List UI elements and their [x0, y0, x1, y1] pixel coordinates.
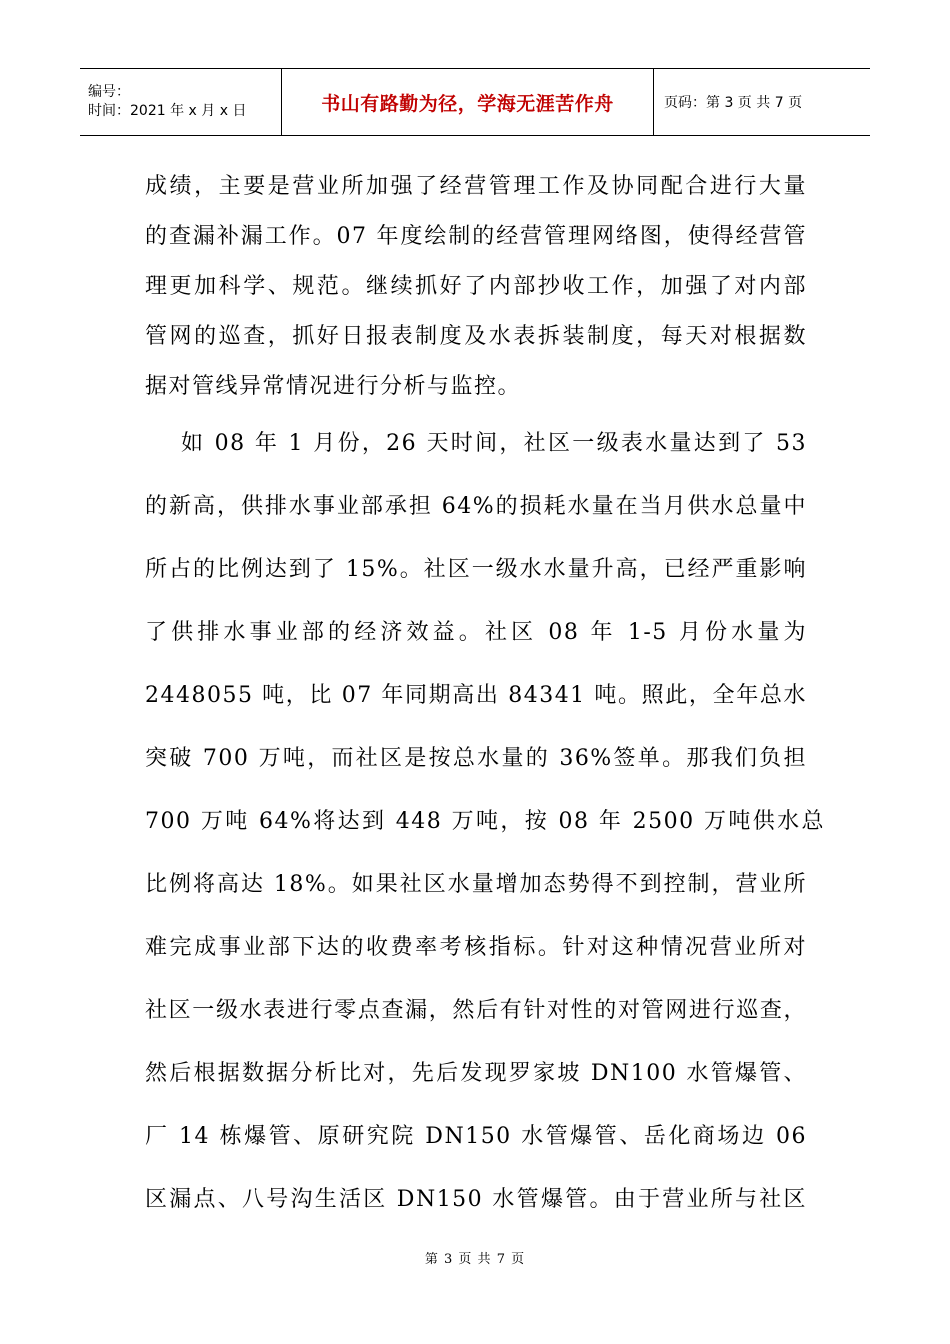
header-motto-cell: [282, 69, 654, 135]
time-label: 时间：2021 年 x 月 x 日: [88, 103, 247, 119]
text-line: 据对管线异常情况进行分析与监控。: [145, 374, 522, 399]
header-page-cell: [654, 69, 870, 135]
header-meta-cell: [80, 69, 282, 135]
text-line: 的查漏补漏工作。07 年度绘制的经营管理网络图，使得经营管: [145, 224, 807, 249]
text-line: 厂 14 栋爆管、原研究院 DN150 水管爆管、岳化商场边 06: [145, 1124, 807, 1149]
text-line: 成绩，主要是营业所加强了经营管理工作及协同配合进行大量: [145, 174, 807, 199]
header-table: [80, 68, 870, 136]
serial-label: 编号：: [88, 84, 130, 100]
paragraph-2: [145, 412, 825, 1231]
text-line: 难完成事业部下达的收费率考核指标。针对这种情况营业所对: [145, 935, 807, 960]
text-line: 700 万吨 64%将达到 448 万吨，按 08 年 2500 万吨供水总: [145, 809, 825, 834]
text-line: 2448055 吨，比 07 年同期高出 84341 吨。照此，全年总水: [145, 683, 807, 708]
text-line: 了供排水事业部的经济效益。社区 08 年 1-5 月份水量为: [145, 620, 807, 645]
paragraph-1: [145, 162, 807, 412]
text-line: 然后根据数据分析比对，先后发现罗家坡 DN100 水管爆管、: [145, 1061, 807, 1086]
motto-text: 书山有路勤为径，学海无涯苦作舟: [321, 92, 614, 115]
text-line: 区漏点、八号沟生活区 DN150 水管爆管。由于营业所与社区: [145, 1187, 807, 1212]
page-info: 页码：第 3 页 共 7 页: [664, 95, 803, 111]
footer-page-number: 第 3 页 共 7 页: [424, 1252, 526, 1267]
text-line: 突破 700 万吨，而社区是按总水量的 36%签单。那我们负担: [145, 746, 807, 771]
text-line: 管网的巡查，抓好日报表制度及水表拆装制度，每天对根据数: [145, 324, 807, 349]
text-line: 理更加科学、规范。继续抓好了内部抄收工作，加强了对内部: [145, 274, 807, 299]
document-body: [145, 162, 825, 1231]
text-line: 如 08 年 1 月份，26 天时间，社区一级表水量达到了 53: [181, 431, 807, 456]
page-footer: [0, 1248, 950, 1267]
text-line: 的新高，供排水事业部承担 64%的损耗水量在当月供水总量中: [145, 494, 807, 519]
text-line: 比例将高达 18%。如果社区水量增加态势得不到控制，营业所: [145, 872, 807, 897]
text-line: 社区一级水表进行零点查漏，然后有针对性的对管网进行巡查，: [145, 998, 807, 1023]
text-line: 所占的比例达到了 15%。社区一级水水量升高，已经严重影响: [145, 557, 807, 582]
